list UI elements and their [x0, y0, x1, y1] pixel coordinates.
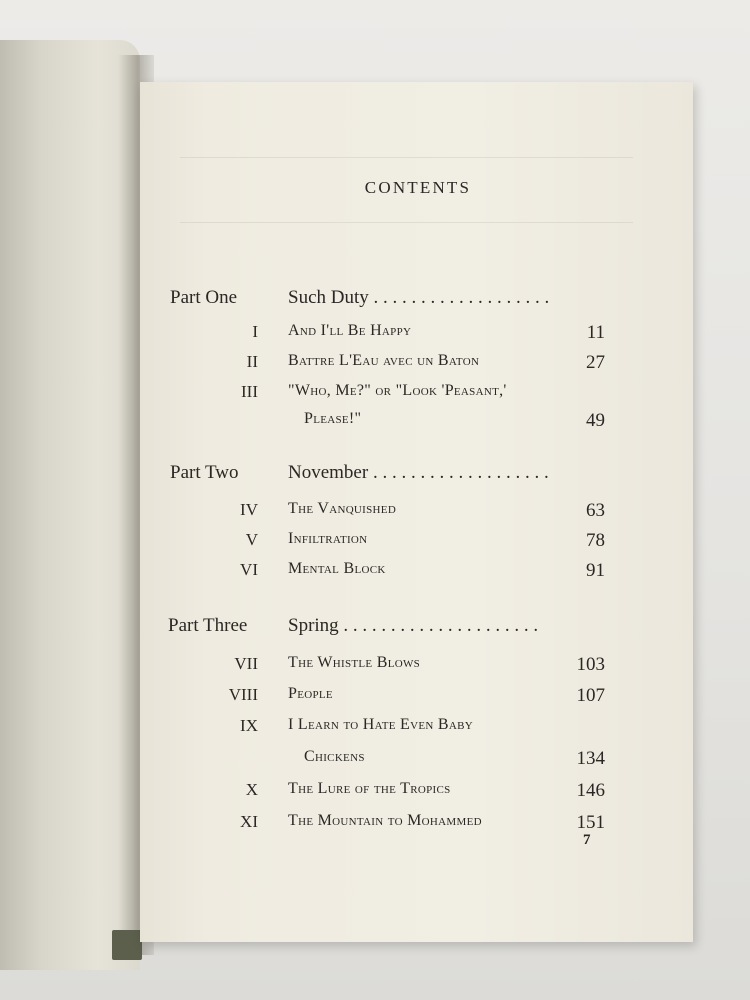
chapter-title-continued: Please!": [304, 410, 362, 427]
chapter-number: I: [252, 322, 258, 341]
chapter-title: "Who, Me?" or "Look 'Peasant,': [288, 382, 507, 399]
chapter-number: X: [245, 780, 258, 799]
part-row: [140, 462, 693, 492]
chapter-page: 11: [586, 322, 605, 343]
chapter-row: [140, 812, 693, 842]
chapter-title: Battre L'Eau avec un Baton: [288, 352, 480, 369]
book-cover-edge: [112, 930, 142, 960]
chapter-row: [140, 560, 693, 590]
show-through-line: [180, 222, 633, 223]
chapter-page: 78: [586, 530, 605, 551]
chapter-page: 134: [576, 748, 605, 769]
chapter-row: [140, 382, 693, 412]
chapter-title: The Mountain to Mohammed: [288, 812, 482, 829]
part-label: Part Three: [168, 615, 248, 636]
chapter-number: VIII: [228, 685, 258, 704]
show-through-line: [180, 157, 633, 158]
chapter-page: 27: [586, 352, 605, 373]
part-row: [140, 287, 693, 317]
chapter-row: [140, 685, 693, 715]
chapter-title: The Vanquished: [288, 500, 397, 517]
chapter-title: Infiltration: [288, 530, 368, 547]
chapter-title: I Learn to Hate Even Baby: [288, 716, 474, 733]
chapter-row: [140, 500, 693, 530]
contents-page: [140, 82, 693, 942]
part-title: November . . . . . . . . . . . . . . . . . . .: [288, 462, 549, 483]
part-label: Part Two: [170, 462, 239, 483]
chapter-row: [140, 654, 693, 684]
part-row: [140, 615, 693, 645]
page-folio: 7: [583, 832, 591, 848]
chapter-number: V: [245, 530, 258, 549]
part-title: Such Duty . . . . . . . . . . . . . . . . . . .: [288, 287, 550, 308]
chapter-title: Mental Block: [288, 560, 386, 577]
chapter-number: XI: [240, 812, 258, 831]
chapter-row: [140, 352, 693, 382]
chapter-page: 107: [576, 685, 605, 706]
part-label: Part One: [170, 287, 238, 308]
chapter-page: 63: [586, 500, 605, 521]
chapter-row: [140, 716, 693, 746]
contents-heading: CONTENTS: [364, 178, 472, 197]
chapter-page: 146: [576, 780, 605, 801]
chapter-page: 103: [576, 654, 605, 675]
chapter-page: 151: [576, 812, 605, 833]
chapter-row: [140, 780, 693, 810]
chapter-title: And I'll Be Happy: [288, 322, 412, 339]
chapter-page: 91: [586, 560, 605, 581]
chapter-row: [140, 322, 693, 352]
chapter-number: IX: [240, 716, 258, 735]
chapter-title: The Whistle Blows: [288, 654, 421, 671]
chapter-number: II: [246, 352, 258, 371]
chapter-title: The Lure of the Tropics: [288, 780, 451, 797]
chapter-title: People: [288, 685, 333, 702]
chapter-page: 49: [586, 410, 605, 431]
chapter-row-continued: [140, 748, 693, 778]
chapter-number: VII: [234, 654, 258, 673]
chapter-number: III: [241, 382, 258, 401]
chapter-row-continued: [140, 410, 693, 440]
part-title: Spring . . . . . . . . . . . . . . . . . . . . .: [288, 615, 539, 636]
chapter-title-continued: Chickens: [304, 748, 365, 765]
chapter-number: VI: [240, 560, 258, 579]
chapter-number: IV: [240, 500, 258, 519]
chapter-row: [140, 530, 693, 560]
